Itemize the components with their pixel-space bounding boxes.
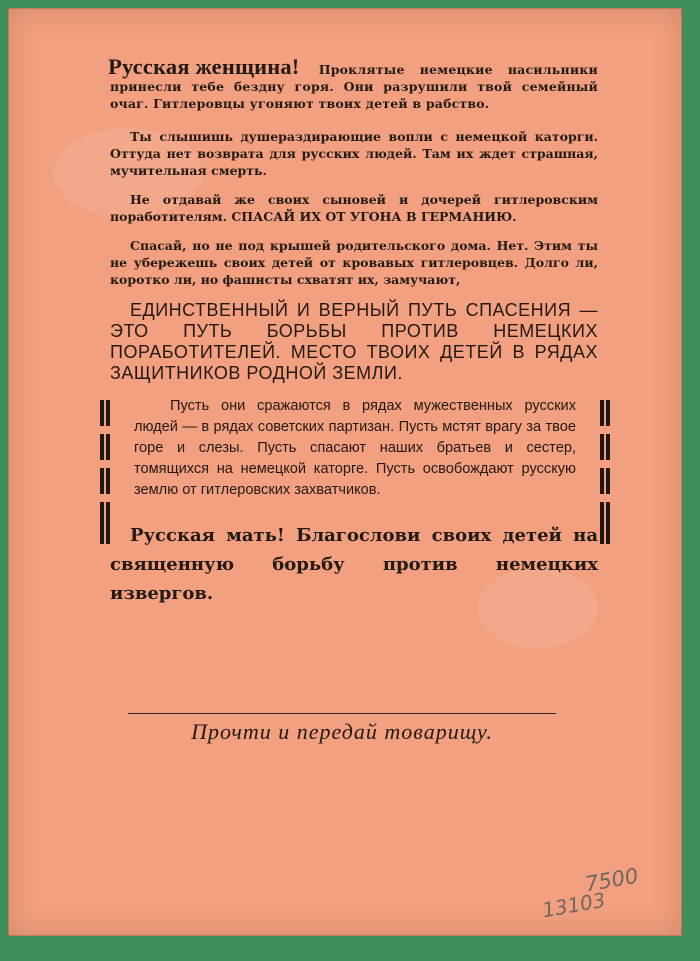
paragraph-3: Спасай, но не под крышей родительского дома. Нет. Этим ты не убережешь своих детей от кровавых гитлеровцев. Долго ли, коротко ли, но фашисты схватят их, замучают, <box>110 238 598 287</box>
intro-text: Проклятые немецкие насильники принесли тебе бездну горя. Они разрушили твой семейный очаг. Гитлеровцы угоняют твоих детей в рабство. <box>110 62 598 111</box>
appeal-paragraph: Русская мать! Благослови своих детей на священную борьбу против немецких извергов. <box>110 525 598 604</box>
footer-call: Прочти и передай товарищу. <box>191 719 493 744</box>
framed-appeal <box>100 396 610 501</box>
caps-statement: ЕДИНСТВЕННЫЙ И ВЕРНЫЙ ПУТЬ СПАСЕНИЯ — ЭТО ПУТЬ БОРЬБЫ ПРОТИВ НЕМЕЦКИХ ПОРАБОТИТЕЛЕЙ. МЕСТО ТВОИХ ДЕТЕЙ В РЯДАХ ЗАЩИТНИКОВ РОДНОЙ ЗЕМЛИ. <box>110 300 598 383</box>
bar-icon <box>600 400 610 544</box>
footer-divider <box>128 713 556 714</box>
pencil-number-top: 7500 <box>583 863 641 897</box>
paragraph-1: Ты слышишь душераздирающие вопли с немецкой каторги. Оттуда нет возврата для русских людей. Там их ждет страшная, мучительная смерть. <box>110 129 598 178</box>
left-bar-ornament <box>100 400 110 501</box>
paragraph-2: Не отдавай же своих сыновей и дочерей гитлеровским поработителям. СПАСАЙ ИХ ОТ УГОНА В ГЕРМАНИЮ. <box>110 192 598 224</box>
bar-icon <box>100 400 110 544</box>
intro-paragraph <box>108 54 598 112</box>
headline: Русская женщина! <box>108 54 300 79</box>
leaflet-content <box>108 54 598 608</box>
pencil-number-bottom: 13103 <box>540 887 608 923</box>
right-bar-ornament <box>600 400 610 501</box>
framed-text: Пусть они сражаются в рядах мужественных русских людей — в рядах советских партизан. Пусть мстят врагу за твое горе и слезы. Пусть спасают наших братьев и сестер, томящихся на немецкой каторге. Пусть освобождают русскую землю от гитлеровских захватчиков. <box>134 398 576 498</box>
